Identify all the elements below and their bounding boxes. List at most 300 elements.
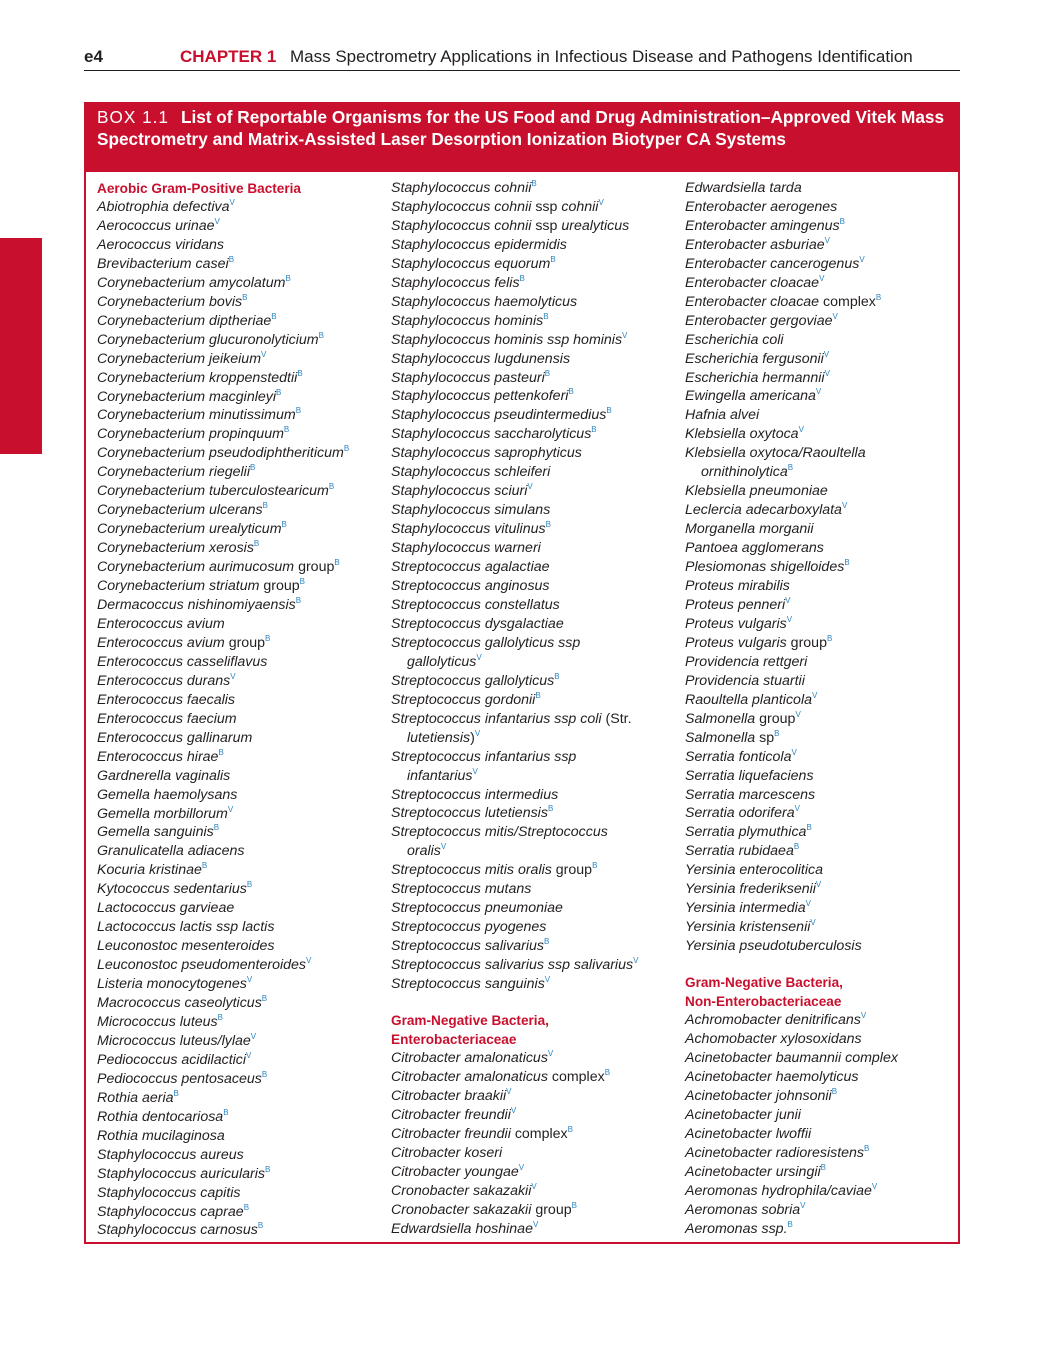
organism-name: Escherichia coli <box>685 331 784 348</box>
organism-item <box>685 577 975 596</box>
organism-name: Abiotrophia defectiva <box>97 199 230 215</box>
system-superscript: B <box>228 254 235 264</box>
organism-item <box>97 1013 387 1032</box>
organism-item <box>685 331 975 350</box>
organism-name: Achomobacter xylosoxidans <box>685 1031 862 1048</box>
organism-item <box>391 312 681 331</box>
organism-item <box>685 634 975 653</box>
organism-item <box>97 1146 387 1165</box>
organism-item <box>685 1106 975 1125</box>
organism-name: Corynebacterium propinquum <box>97 426 284 443</box>
organism-name: Lactococcus lactis ssp lactis <box>97 919 275 936</box>
organism-name: Ewingella americana <box>685 388 816 405</box>
organism-qualifier: complex <box>819 293 876 310</box>
system-superscript: B <box>261 1069 268 1079</box>
chapter-title: Mass Spectrometry Applications in Infectious Disease and Pathogens Identification <box>290 47 913 66</box>
system-superscript: V <box>230 671 236 681</box>
column-1 <box>97 179 387 1240</box>
organism-name: Streptococcus mitis oralis <box>391 862 552 879</box>
organism-item <box>685 748 975 767</box>
organism-item <box>685 880 975 899</box>
organism-qualifier: group <box>224 634 265 651</box>
system-superscript: B <box>543 311 549 321</box>
system-superscript: B <box>592 861 598 871</box>
organism-name: Corynebacterium glucuronolyticium <box>97 331 319 348</box>
organism-item <box>391 406 681 425</box>
running-head <box>84 44 960 71</box>
system-superscript: V <box>633 956 639 966</box>
organism-name: Hafnia alvei <box>685 407 760 424</box>
organism-name: Yersinia intermedia <box>685 900 806 917</box>
organism-item <box>97 1127 387 1146</box>
system-superscript: B <box>243 1202 250 1212</box>
organism-qualifier: group <box>259 578 300 595</box>
system-superscript: B <box>343 444 350 454</box>
organism-item <box>685 236 975 255</box>
organism-name: Rothia dentocariosa <box>97 1108 224 1125</box>
organism-name: Streptococcus pyogenes <box>391 919 547 936</box>
organism-item <box>391 236 681 255</box>
organism-item <box>685 1049 975 1068</box>
organism-name: Streptococcus agalactiae <box>391 559 550 576</box>
organism-item <box>97 823 387 842</box>
organism-name: Proteus vulgaris <box>685 615 787 632</box>
organism-name: Corynebacterium riegelii <box>97 464 250 481</box>
organism-item <box>97 691 387 710</box>
system-superscript: V <box>440 842 447 852</box>
box-organism-list <box>84 102 960 1244</box>
system-superscript: B <box>246 880 253 890</box>
system-superscript: V <box>229 198 235 207</box>
organism-item <box>391 217 681 236</box>
system-superscript: B <box>844 558 850 568</box>
organism-name: Staphylococcus warneri <box>391 540 541 557</box>
section-heading: Non-Enterobacteriaceae <box>685 994 842 1010</box>
organism-item <box>97 1184 387 1203</box>
chapter-label: CHAPTER 1 <box>180 47 277 66</box>
section-heading: Gram-Negative Bacteria, <box>685 975 843 991</box>
system-superscript: B <box>535 690 541 700</box>
system-superscript: B <box>531 179 537 188</box>
system-superscript: V <box>622 330 628 340</box>
system-superscript: V <box>510 1105 517 1115</box>
organism-name: Edwardsiella hoshinae <box>391 1220 533 1237</box>
organism-item <box>97 653 387 672</box>
system-superscript: B <box>318 330 324 340</box>
organism-name: Streptococcus salivarius ssp salivarius <box>391 957 634 974</box>
organism-name: Staphylococcus lugdunensis <box>391 350 571 367</box>
organism-name: Staphylococcus cohnii <box>391 217 532 234</box>
organism-item <box>97 956 387 975</box>
organism-item <box>391 331 681 350</box>
organism-item <box>391 691 681 710</box>
organism-item <box>97 1165 387 1184</box>
organism-item <box>97 1070 387 1089</box>
organism-name: Streptococcus mutans <box>391 881 532 898</box>
organism-name: Leclercia adecarboxylata <box>685 502 842 519</box>
organism-item <box>391 1049 681 1068</box>
organism-qualifier: ssp <box>531 198 562 215</box>
organism-item <box>97 255 387 274</box>
organism-item <box>685 691 975 710</box>
organism-name: Streptococcus gordonii <box>391 691 536 708</box>
organism-name: Kytococcus sedentarius <box>97 881 247 898</box>
organism-item <box>391 463 681 482</box>
organism-name: Cronobacter sakazakii <box>391 1182 532 1199</box>
organism-name: Staphylococcus cohnii <box>391 180 532 196</box>
organism-name: Staphylococcus cohnii <box>391 198 532 215</box>
organism-name: Staphylococcus vitulinus <box>391 521 546 538</box>
organism-item <box>391 387 681 406</box>
system-superscript: B <box>299 577 306 587</box>
organism-name: Yersinia enterocolitica <box>685 862 824 879</box>
organism-name: Staphylococcus sciuri <box>391 483 528 500</box>
system-superscript: V <box>815 880 822 890</box>
organism-name: Enterococcus faecium <box>97 710 237 727</box>
organism-item <box>97 767 387 786</box>
organism-name: Staphylococcus felis <box>391 274 520 291</box>
organism-item <box>685 444 975 463</box>
organism-item <box>685 918 975 937</box>
organism-item <box>97 1089 387 1108</box>
organism-item <box>97 975 387 994</box>
organism-name: Corynebacterium xerosis <box>97 540 254 557</box>
organism-item <box>685 198 975 217</box>
system-superscript: B <box>262 501 268 511</box>
organism-name: Corynebacterium diptheriae <box>97 312 272 329</box>
system-superscript: B <box>213 823 220 833</box>
system-superscript: B <box>295 596 302 606</box>
organism-item <box>97 615 387 634</box>
organism-name: Klebsiella pneumoniae <box>685 483 828 500</box>
organism-name: Klebsiella oxytoca/Raoultella <box>685 445 866 462</box>
organism-name: Yersinia pseudotuberculosis <box>685 938 862 955</box>
organism-name: Raoultella planticola <box>685 691 812 708</box>
organism-name: Streptococcus lutetiensis <box>391 805 548 822</box>
organism-item <box>97 217 387 236</box>
organism-item <box>391 1220 681 1239</box>
organism-item <box>391 1163 681 1182</box>
system-superscript: V <box>506 1086 512 1096</box>
organism-name: Citrobacter youngae <box>391 1163 519 1180</box>
organism-name: Enterobacter aerogenes <box>685 198 838 215</box>
organism-item <box>97 748 387 767</box>
organism-name: Enterobacter amingenus <box>685 217 840 234</box>
organism-item <box>685 710 975 729</box>
system-superscript: V <box>819 273 825 283</box>
system-superscript: V <box>532 1219 539 1229</box>
organism-item <box>685 274 975 293</box>
organism-item <box>391 293 681 312</box>
organism-item <box>685 558 975 577</box>
organism-name: Serratia marcescens <box>685 786 816 803</box>
organism-name: Streptococcus pneumoniae <box>391 900 563 917</box>
organism-name: Enterococcus hirae <box>97 748 219 765</box>
system-superscript: B <box>543 937 550 947</box>
organism-name: Proteus penneri <box>685 596 786 613</box>
organism-item <box>391 861 681 880</box>
organism-name: Salmonella <box>685 710 756 727</box>
organism-item <box>685 1182 975 1201</box>
chapter-side-tab <box>0 238 42 454</box>
system-superscript: B <box>793 842 800 852</box>
system-superscript: V <box>871 1181 878 1191</box>
organism-name: Enterobacter cancerogenus <box>685 255 860 272</box>
organism-name: Corynebacterium amycolatum <box>97 274 286 291</box>
organism-item <box>391 634 681 653</box>
organism-name: Staphylococcus saprophyticus <box>391 445 582 462</box>
system-superscript: V <box>791 747 797 757</box>
organism-name: Citrobacter koseri <box>391 1144 503 1161</box>
organism-item <box>391 558 681 577</box>
system-superscript: B <box>875 292 882 302</box>
organism-item <box>685 482 975 501</box>
organism-item <box>97 786 387 805</box>
system-superscript: B <box>547 804 554 814</box>
section-heading: Gram-Negative Bacteria, <box>391 1012 549 1028</box>
organism-qualifier: sp <box>755 729 775 746</box>
organism-name: Staphylococcus pseudintermedius <box>391 407 607 424</box>
organism-item <box>391 975 681 994</box>
organism-item <box>685 369 975 388</box>
organism-item <box>685 406 975 425</box>
organism-name: Klebsiella oxytoca <box>685 426 799 443</box>
organism-item <box>685 1068 975 1087</box>
organism-item <box>391 1068 681 1087</box>
organism-item <box>97 501 387 520</box>
organism-name: Serratia odorifera <box>685 805 795 822</box>
organism-item <box>391 1125 681 1144</box>
organism-item <box>391 748 681 767</box>
organism-item <box>685 1220 975 1239</box>
organism-item <box>97 577 387 596</box>
organism-name: Aeromonas ssp. <box>685 1220 788 1237</box>
organism-item <box>685 539 975 558</box>
organism-item <box>391 520 681 539</box>
organism-name: Cronobacter sakazakii <box>391 1201 532 1218</box>
organism-item <box>97 425 387 444</box>
organism-item <box>391 899 681 918</box>
organism-item <box>685 1125 975 1144</box>
system-superscript: V <box>800 1200 806 1210</box>
organism-item <box>97 672 387 691</box>
system-superscript: B <box>217 1012 223 1022</box>
organism-name: Staphylococcus schleiferi <box>391 464 551 481</box>
organism-name: Serratia fonticola <box>685 748 792 765</box>
organism-name: Aeromonas hydrophila/caviae <box>685 1182 872 1199</box>
system-superscript: B <box>281 520 287 530</box>
organism-item <box>97 558 387 577</box>
organism-item <box>97 729 387 748</box>
organism-continuation <box>391 842 681 861</box>
organism-name: Corynebacterium ulcerans <box>97 502 263 519</box>
organism-item <box>97 1108 387 1127</box>
organism-name: Yersinia frederiksenii <box>685 881 816 898</box>
system-superscript: V <box>261 349 267 359</box>
organism-item <box>685 293 975 312</box>
organism-item <box>97 937 387 956</box>
system-superscript: V <box>811 690 818 700</box>
organism-item <box>97 880 387 899</box>
organism-name: Aerococcus urinae <box>97 217 215 234</box>
organism-item <box>391 937 681 956</box>
organism-name: Staphylococcus pettenkoferi <box>391 388 569 405</box>
organism-subspecies: cohnii <box>561 198 599 215</box>
organism-name: Enterococcus avium <box>97 634 225 651</box>
organism-item <box>391 1201 681 1220</box>
organism-name: Enterobacter cloacae <box>685 293 820 310</box>
organism-item <box>97 236 387 255</box>
system-superscript: V <box>227 804 234 814</box>
section-heading: Enterobacteriaceae <box>391 1031 517 1047</box>
organism-name: Kocuria kristinae <box>97 862 202 879</box>
system-superscript: B <box>257 1221 264 1231</box>
organism-continuation <box>391 729 681 748</box>
organism-name: Corynebacterium macginleyi <box>97 388 276 405</box>
system-superscript: B <box>606 406 612 416</box>
organism-item <box>97 293 387 312</box>
organism-name: Escherichia hermannii <box>685 369 825 386</box>
organism-item <box>685 937 975 956</box>
system-superscript: B <box>571 1200 577 1210</box>
organism-item <box>97 710 387 729</box>
system-superscript: B <box>826 633 833 643</box>
organism-item <box>97 388 387 407</box>
system-superscript: B <box>285 273 291 283</box>
organism-name: Micrococcus luteus/lylae <box>97 1032 251 1049</box>
system-superscript: B <box>276 387 282 397</box>
organism-name: Dermacoccus nishinomiyaensis <box>97 597 296 614</box>
organism-name: Staphylococcus aureus <box>97 1146 244 1163</box>
organism-item <box>685 387 975 406</box>
organism-item <box>97 918 387 937</box>
system-superscript: B <box>554 671 560 681</box>
organism-name: Streptococcus salivarius <box>391 938 544 955</box>
organism-name: Enterococcus faecalis <box>97 691 236 708</box>
organism-item <box>685 653 975 672</box>
system-superscript: B <box>173 1088 179 1098</box>
organism-name: Corynebacterium aurimucosum <box>97 559 295 576</box>
system-superscript: B <box>271 311 277 321</box>
organism-item <box>97 274 387 293</box>
system-superscript: V <box>547 1048 554 1058</box>
organism-name: Edwardsiella tarda <box>685 180 802 196</box>
organism-item <box>391 1182 681 1201</box>
organism-item <box>391 369 681 388</box>
system-superscript: B <box>864 1143 870 1153</box>
organism-item <box>97 1203 387 1222</box>
organism-item <box>685 899 975 918</box>
system-superscript: B <box>295 406 302 416</box>
organism-name: Providencia stuartii <box>685 672 805 689</box>
organism-name: Staphylococcus carnosus <box>97 1222 258 1239</box>
organism-name: Streptococcus gallolyticus ssp <box>391 634 581 651</box>
organism-item <box>685 767 975 786</box>
organism-item <box>685 672 975 691</box>
organism-name: Streptococcus gallolyticus <box>391 672 555 689</box>
organism-name: Citrobacter freundii <box>391 1106 511 1123</box>
system-superscript: B <box>328 482 335 492</box>
organism-name: Serratia rubidaea <box>685 843 794 860</box>
organism-name: Staphylococcus epidermidis <box>391 236 567 253</box>
organism-name: Corynebacterium bovis <box>97 293 243 310</box>
organism-item <box>97 520 387 539</box>
organism-name: Staphylococcus capitis <box>97 1184 241 1201</box>
system-superscript: V <box>476 652 482 662</box>
box-label: BOX 1.1 <box>97 107 169 127</box>
organism-item <box>685 501 975 520</box>
organism-name: ornithinolytica <box>701 464 788 481</box>
organism-name: Corynebacterium striatum <box>97 578 260 595</box>
organism-name: Acinetobacter ursingii <box>685 1163 821 1180</box>
system-superscript: V <box>860 1011 867 1021</box>
system-superscript: V <box>246 1050 252 1060</box>
organism-item <box>685 425 975 444</box>
system-superscript: B <box>831 1086 838 1096</box>
system-superscript: B <box>567 1124 573 1134</box>
box-header <box>86 104 958 172</box>
organism-name: Citrobacter amalonaticus <box>391 1049 548 1066</box>
system-superscript: B <box>264 633 271 643</box>
organism-item <box>685 842 975 861</box>
organism-qualifier: ) <box>470 729 475 746</box>
organism-name: Streptococcus infantarius ssp <box>391 748 577 765</box>
organism-item <box>391 956 681 975</box>
box-title <box>97 107 947 150</box>
organism-item <box>685 255 975 274</box>
system-superscript: B <box>568 387 574 397</box>
organism-name: Citrobacter freundii <box>391 1125 511 1142</box>
organism-qualifier: ssp <box>531 217 562 234</box>
organism-name: Listeria monocytogenes <box>97 976 247 993</box>
organism-item <box>97 899 387 918</box>
organism-item <box>391 350 681 369</box>
system-superscript: V <box>214 216 220 226</box>
organism-name: Morganella morganii <box>685 521 814 538</box>
system-superscript: V <box>859 254 865 264</box>
system-superscript: B <box>334 558 340 568</box>
organism-name: Enterobacter asburiae <box>685 236 825 253</box>
organism-item <box>97 994 387 1013</box>
organism-item <box>97 331 387 350</box>
organism-name: Leuconostoc mesenteroides <box>97 938 275 955</box>
organism-item <box>391 918 681 937</box>
organism-name: Brevibacterium casei <box>97 255 229 272</box>
organism-item <box>391 501 681 520</box>
organism-item <box>391 255 681 274</box>
organism-item <box>391 596 681 615</box>
page-number: e4 <box>84 47 103 66</box>
organism-item <box>685 312 975 331</box>
organism-qualifier: complex <box>547 1068 605 1085</box>
organism-name: Streptococcus dysgalactiae <box>391 615 564 632</box>
organism-name: Aerococcus viridans <box>97 236 224 253</box>
organism-name: Achromobacter denitrificans <box>685 1012 861 1029</box>
organism-name: Streptococcus constellatus <box>391 596 560 613</box>
system-superscript: B <box>806 823 812 833</box>
organism-item <box>391 577 681 596</box>
organism-item <box>97 1221 387 1240</box>
system-superscript: B <box>218 747 224 757</box>
organism-item <box>391 1087 681 1106</box>
organism-name: Aeromonas sobria <box>685 1201 801 1218</box>
organism-name: Corynebacterium minutissimum <box>97 407 296 424</box>
organism-name: Streptococcus mitis/Streptococcus <box>391 824 608 841</box>
organism-name: Enterococcus gallinarum <box>97 729 253 746</box>
organism-name: gallolyticus <box>407 653 477 670</box>
organism-continuation <box>685 463 975 482</box>
organism-item <box>391 482 681 501</box>
